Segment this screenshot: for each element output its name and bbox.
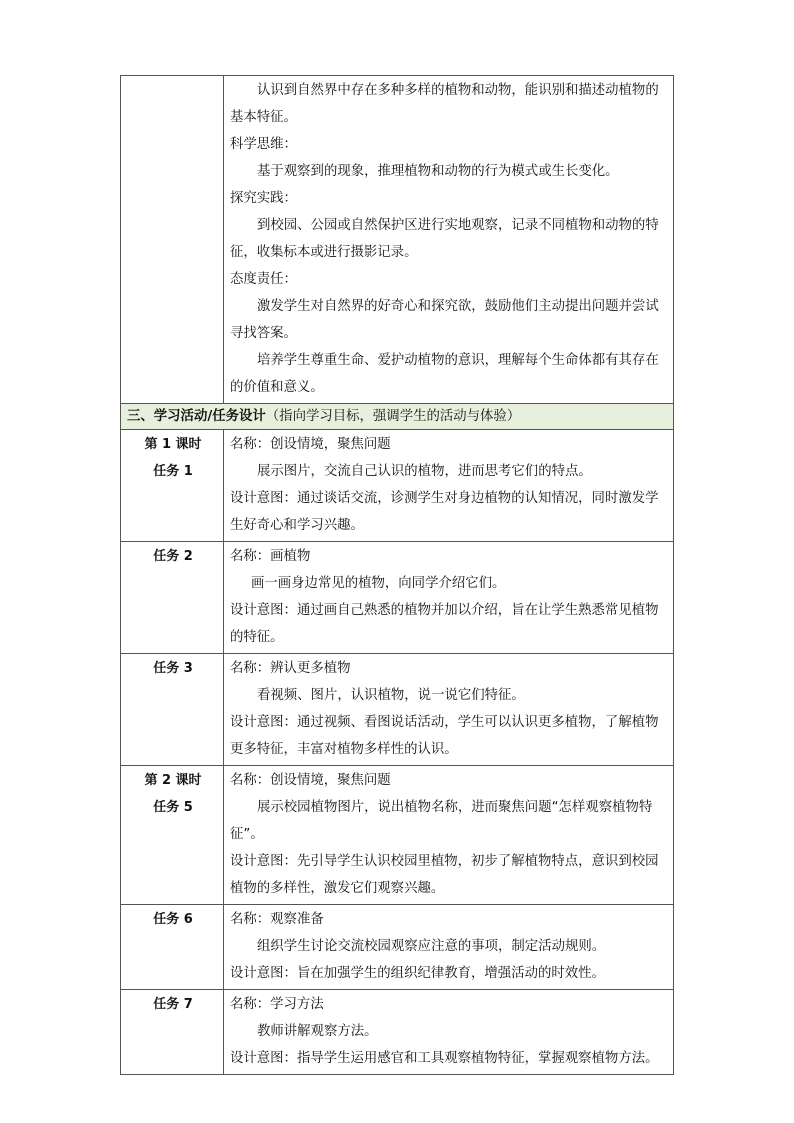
task-label: 任务 6 xyxy=(153,912,193,927)
task-content xyxy=(224,654,674,766)
task-name: 名称：创设情境，聚焦问题 xyxy=(230,437,391,452)
task-name: 名称：辨认更多植物 xyxy=(230,661,351,676)
objectives-row xyxy=(121,76,674,404)
task-body: 展示图片，交流自己认识的植物，进而思考它们的特点。 xyxy=(257,464,592,479)
task-label: 任务 7 xyxy=(153,997,193,1012)
objective-heading: 探究实践： xyxy=(230,191,297,206)
objective-heading: 态度责任： xyxy=(230,272,297,287)
task-label-cell xyxy=(121,766,224,905)
task-row xyxy=(121,542,674,654)
objectives-content xyxy=(224,76,674,404)
task-label: 任务 3 xyxy=(153,661,193,676)
task-label-cell xyxy=(121,430,224,542)
task-row xyxy=(121,905,674,990)
task-name: 名称：学习方法 xyxy=(230,997,324,1012)
task-body: 展示校园植物图片，说出植物名称，进而聚焦问题“怎样观察植物特征”。 xyxy=(230,800,653,842)
task-name: 名称：画植物 xyxy=(230,549,311,564)
objective-paragraph: 到校园、公园或自然保护区进行实地观察，记录不同植物和动物的特征，收集标本或进行摄影记录。 xyxy=(230,218,659,260)
task-row xyxy=(121,990,674,1075)
task-label-cell xyxy=(121,905,224,990)
objective-heading: 科学思维： xyxy=(230,137,297,152)
task-body: 看视频、图片，认识植物，说一说它们特征。 xyxy=(257,688,525,703)
task-content xyxy=(224,430,674,542)
task-body: 组织学生讨论交流校园观察应注意的事项，制定活动规则。 xyxy=(257,939,606,954)
section-title: 三、学习活动/任务设计 xyxy=(127,409,266,424)
task-row xyxy=(121,766,674,905)
lesson-plan-table xyxy=(120,75,674,1075)
lesson-label: 第 1 课时 xyxy=(144,437,202,452)
task-intent: 设计意图：指导学生运用感官和工具观察植物特征，掌握观察植物方法。 xyxy=(230,1051,659,1066)
lesson-label: 第 2 课时 xyxy=(144,773,202,788)
section-header-row xyxy=(121,404,674,430)
task-content xyxy=(224,990,674,1075)
task-content xyxy=(224,766,674,905)
objective-paragraph: 激发学生对自然界的好奇心和探究欲，鼓励他们主动提出问题并尝试寻找答案。 xyxy=(230,299,659,341)
task-label: 任务 2 xyxy=(153,549,193,564)
section-note: （指向学习目标，强调学生的活动与体验） xyxy=(265,409,521,424)
task-intent: 设计意图：旨在加强学生的组织纪律教育，增强活动的时效性。 xyxy=(230,966,605,981)
task-label-cell xyxy=(121,990,224,1075)
task-name: 名称：观察准备 xyxy=(230,912,324,927)
task-intent: 设计意图：通过视频、看图说话活动，学生可以认识更多植物，了解植物更多特征，丰富对植物多样性的认识。 xyxy=(230,715,659,757)
task-label-cell xyxy=(121,542,224,654)
task-label-cell xyxy=(121,654,224,766)
task-content xyxy=(224,542,674,654)
task-body: 画一画身边常见的植物，向同学介绍它们。 xyxy=(251,576,506,591)
task-intent: 设计意图：通过谈话交流，诊测学生对身边植物的认知情况，同时激发学生好奇心和学习兴趣。 xyxy=(230,491,659,533)
objective-paragraph: 基于观察到的现象，推理植物和动物的行为模式或生长变化。 xyxy=(257,164,619,179)
section-header xyxy=(121,404,674,430)
task-body: 教师讲解观察方法。 xyxy=(257,1024,378,1039)
objectives-left-cell xyxy=(121,76,224,404)
task-label: 任务 5 xyxy=(153,800,193,815)
task-name: 名称：创设情境，聚焦问题 xyxy=(230,773,391,788)
task-label: 任务 1 xyxy=(153,464,193,479)
task-intent: 设计意图：通过画自己熟悉的植物并加以介绍，旨在让学生熟悉常见植物的特征。 xyxy=(230,603,659,645)
objective-paragraph: 认识到自然界中存在多种多样的植物和动物，能识别和描述动植物的基本特征。 xyxy=(230,83,659,125)
task-row xyxy=(121,654,674,766)
task-intent: 设计意图：先引导学生认识校园里植物，初步了解植物特点，意识到校园植物的多样性，激发它们观察兴趣。 xyxy=(230,854,659,896)
task-row xyxy=(121,430,674,542)
objective-paragraph: 培养学生尊重生命、爱护动植物的意识，理解每个生命体都有其存在的价值和意义。 xyxy=(230,353,659,395)
task-content xyxy=(224,905,674,990)
